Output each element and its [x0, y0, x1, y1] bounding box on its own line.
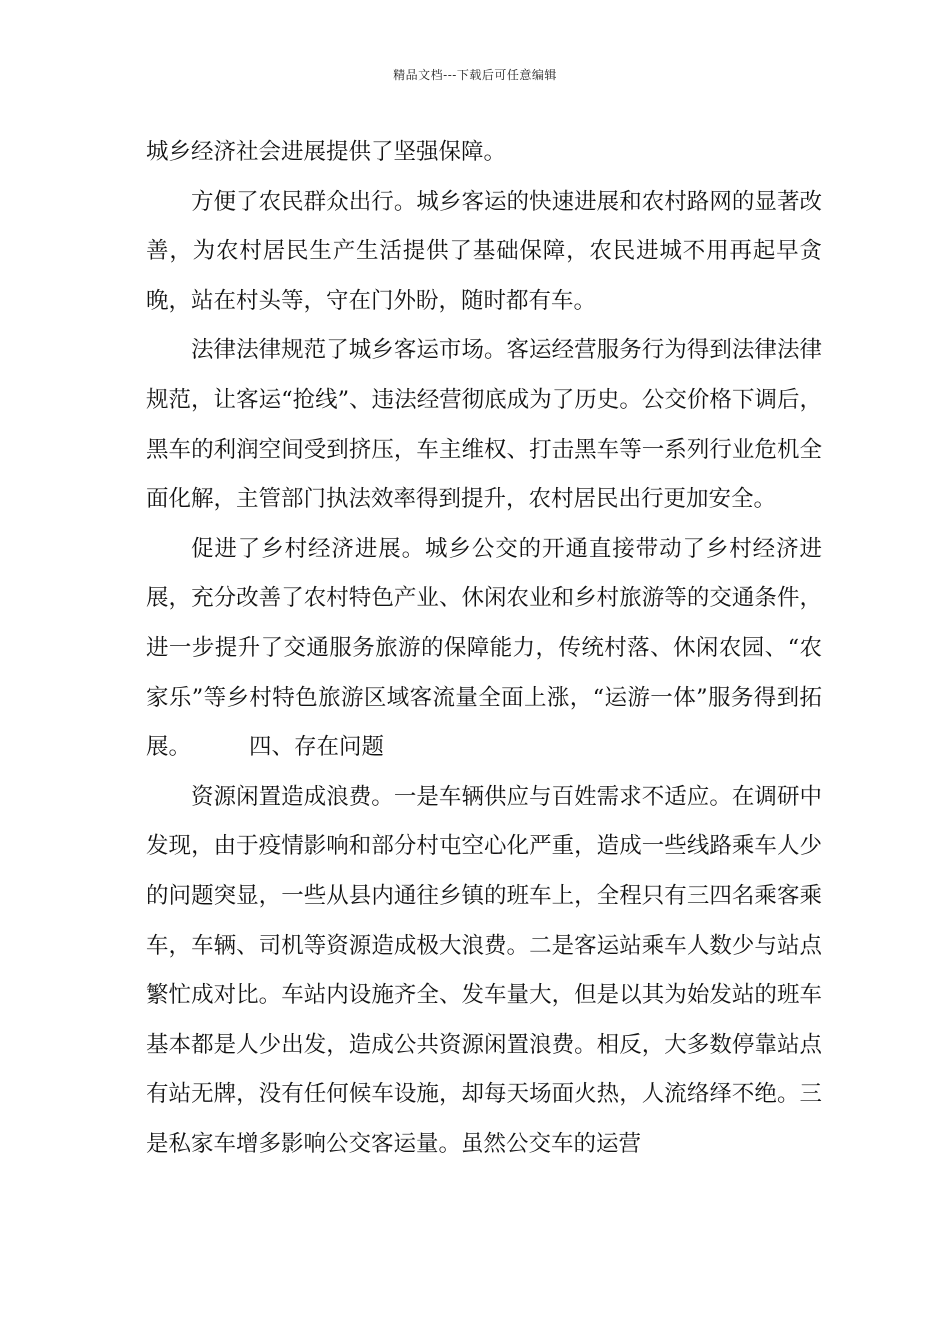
paragraph: 城乡经济社会进展提供了坚强保障。 [146, 139, 507, 165]
section-heading: 四、存在问题 [249, 734, 385, 761]
document-body [146, 128, 822, 1169]
paragraph: 法律法律规范了城乡客运市场。客运经营服务行为得到法律法律规范，让客运“抢线”、违法经营彻底成为了历史。公交价格下调后，黑车的利润空间受到挤压，车主维权、打击黑车等一系列行业危机全面化解，主管部门执法效率得到提升，农村居民出行更加安全。 [146, 337, 822, 513]
page-header: 精品文档---下载后可任意编辑 [393, 68, 557, 82]
paragraph-text: 促进了乡村经济进展。城乡公交的开通直接带动了乡村经济进展，充分改善了农村特色产业、休闲农业和乡村旅游等的交通条件，进一步提升了交通服务旅游的保障能力，传统村落、休闲农园、“农家乐”等乡村特色旅游区域客流量全面上涨，“运游一体”服务得到拓展。 [146, 535, 822, 761]
paragraph: 方便了农民群众出行。城乡客运的快速进展和农村路网的显著改善，为农村居民生产生活提供了基础保障，农民进城不用再起早贪晚，站在村头等，守在门外盼，随时都有车。 [146, 188, 822, 314]
paragraph [146, 525, 822, 773]
paragraph: 资源闲置造成浪费。一是车辆供应与百姓需求不适应。在调研中发现，由于疫情影响和部分村屯空心化严重，造成一些线路乘车人少的问题突显，一些从县内通往乡镇的班车上，全程只有三四名乘客乘车，车辆、司机等资源造成极大浪费。二是客运站乘车人数少与站点繁忙成对比。车站内设施齐全、发车量大，但是以其为始发站的班车基本都是人少出发，造成公共资源闲置浪费。相反，大多数停靠站点有站无牌，没有任何候车设施，却每天场面火热，人流络绎不绝。三是私家车增多影响公交客运量。虽然公交车的运营 [146, 783, 822, 1157]
